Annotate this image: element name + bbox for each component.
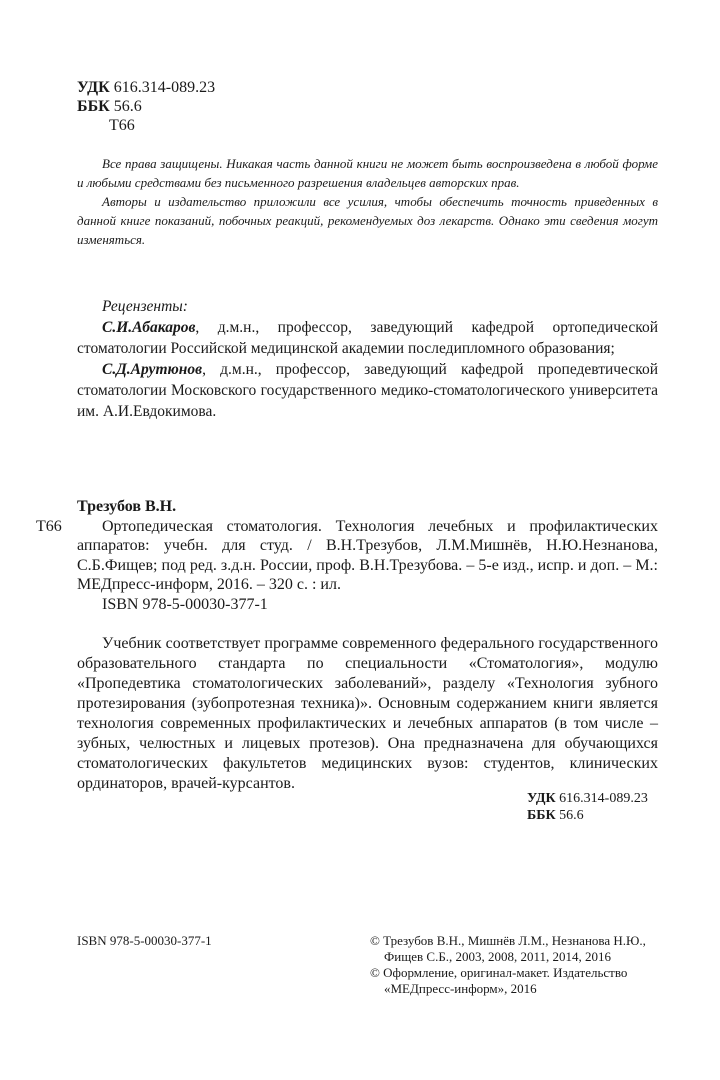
annotation-text: Учебник соответствует программе современного федерального государственного образовательного стандарта по специальности «Стоматология», модулю «Пропедевтика стоматологических заболеваний», разделу «Технология зубного протезирования (зубопротезная техника)». Основным содержанием книги является технология современных профилактических и лечебных аппаратов (в том числе – зубных, челюстных и лицевых протезов). Она предназначена для обучающихся стоматологических факультетов медицинских вузов: студентов, клинических ординаторов, врачей-курсантов.: [77, 635, 658, 792]
reviewer-details: , д.м.н., профессор, заведующий кафедрой ортопедической стоматологии Российской медицинской академии последипломного образования;: [77, 319, 658, 357]
bbk-value: 56.6: [113, 98, 142, 115]
reviewer-name: С.Д.Арутюнов: [102, 361, 203, 378]
udc-line: [527, 790, 648, 807]
reviewer-details: , д.м.н., профессор, заведующий кафедрой пропедевтической стоматологии Московского государственного медико-стоматологического университета им. А.И.Евдокимова.: [77, 361, 658, 420]
copyright-authors: © Трезубов В.Н., Мишнёв Л.М., Незнанова Н.Ю., Фищев С.Б., 2003, 2008, 2011, 2014, 2016: [370, 933, 646, 964]
catalog-description: Ортопедическая стоматология. Технология лечебных и профилактических аппаратов: учебн. для студ. / В.Н.Трезубов, Л.М.Мишнёв, Н.Ю.Незнанова, С.Б.Фищев; под ред. з.д.н. России, проф. В.Н.Трезубова. – 5-е изд., испр. и доп. – М.: МЕДпресс-информ, 2016. – 320 с. : ил.: [77, 517, 658, 593]
bbk-line: [527, 807, 648, 824]
catalog-record: [77, 497, 658, 614]
udc-label: УДК: [527, 791, 556, 806]
udc-label: УДК: [77, 79, 110, 96]
reviewer-name: С.И.Абакаров: [102, 319, 196, 336]
author-mark: Т66: [109, 117, 135, 134]
bbk-label: ББК: [527, 808, 556, 823]
catalog-author-mark: Т66: [36, 518, 62, 535]
rights-paragraph: Все права защищены. Никакая часть данной книги не может быть воспроизведена в любой форме и любыми средствами без письменного разрешения владельцев авторских прав.: [77, 156, 658, 190]
catalog-isbn: ISBN 978-5-00030-377-1: [102, 595, 268, 613]
udc-line: [77, 78, 215, 97]
reviewers-heading: Рецензенты:: [102, 298, 188, 315]
rights-notice: [77, 154, 658, 249]
classification-codes-bottom: [527, 790, 648, 824]
udc-value: 616.314-089.23: [113, 79, 216, 96]
classification-codes-top: [77, 78, 215, 135]
udc-value: 616.314-089.23: [559, 791, 648, 806]
reviewers-section: [77, 296, 658, 422]
bbk-line: [77, 97, 215, 116]
disclaimer-paragraph: Авторы и издательство приложили все усилия, чтобы обеспечить точность приведенных в данной книге показаний, побочных реакций, рекомендуемых доз лекарств. Однако эти сведения могут изменяться.: [77, 194, 658, 247]
copyright-publisher: © Оформление, оригинал-макет. Издательство «МЕДпресс-информ», 2016: [370, 965, 628, 996]
copyright-block: [370, 933, 670, 997]
bbk-label: ББК: [77, 98, 110, 115]
reviewer-entry: [77, 359, 658, 422]
reviewer-entry: [77, 317, 658, 359]
annotation: [77, 634, 658, 794]
catalog-author: Трезубов В.Н.: [77, 498, 177, 515]
isbn-footer: ISBN 978-5-00030-377-1: [77, 933, 212, 948]
bbk-value: 56.6: [559, 808, 584, 823]
